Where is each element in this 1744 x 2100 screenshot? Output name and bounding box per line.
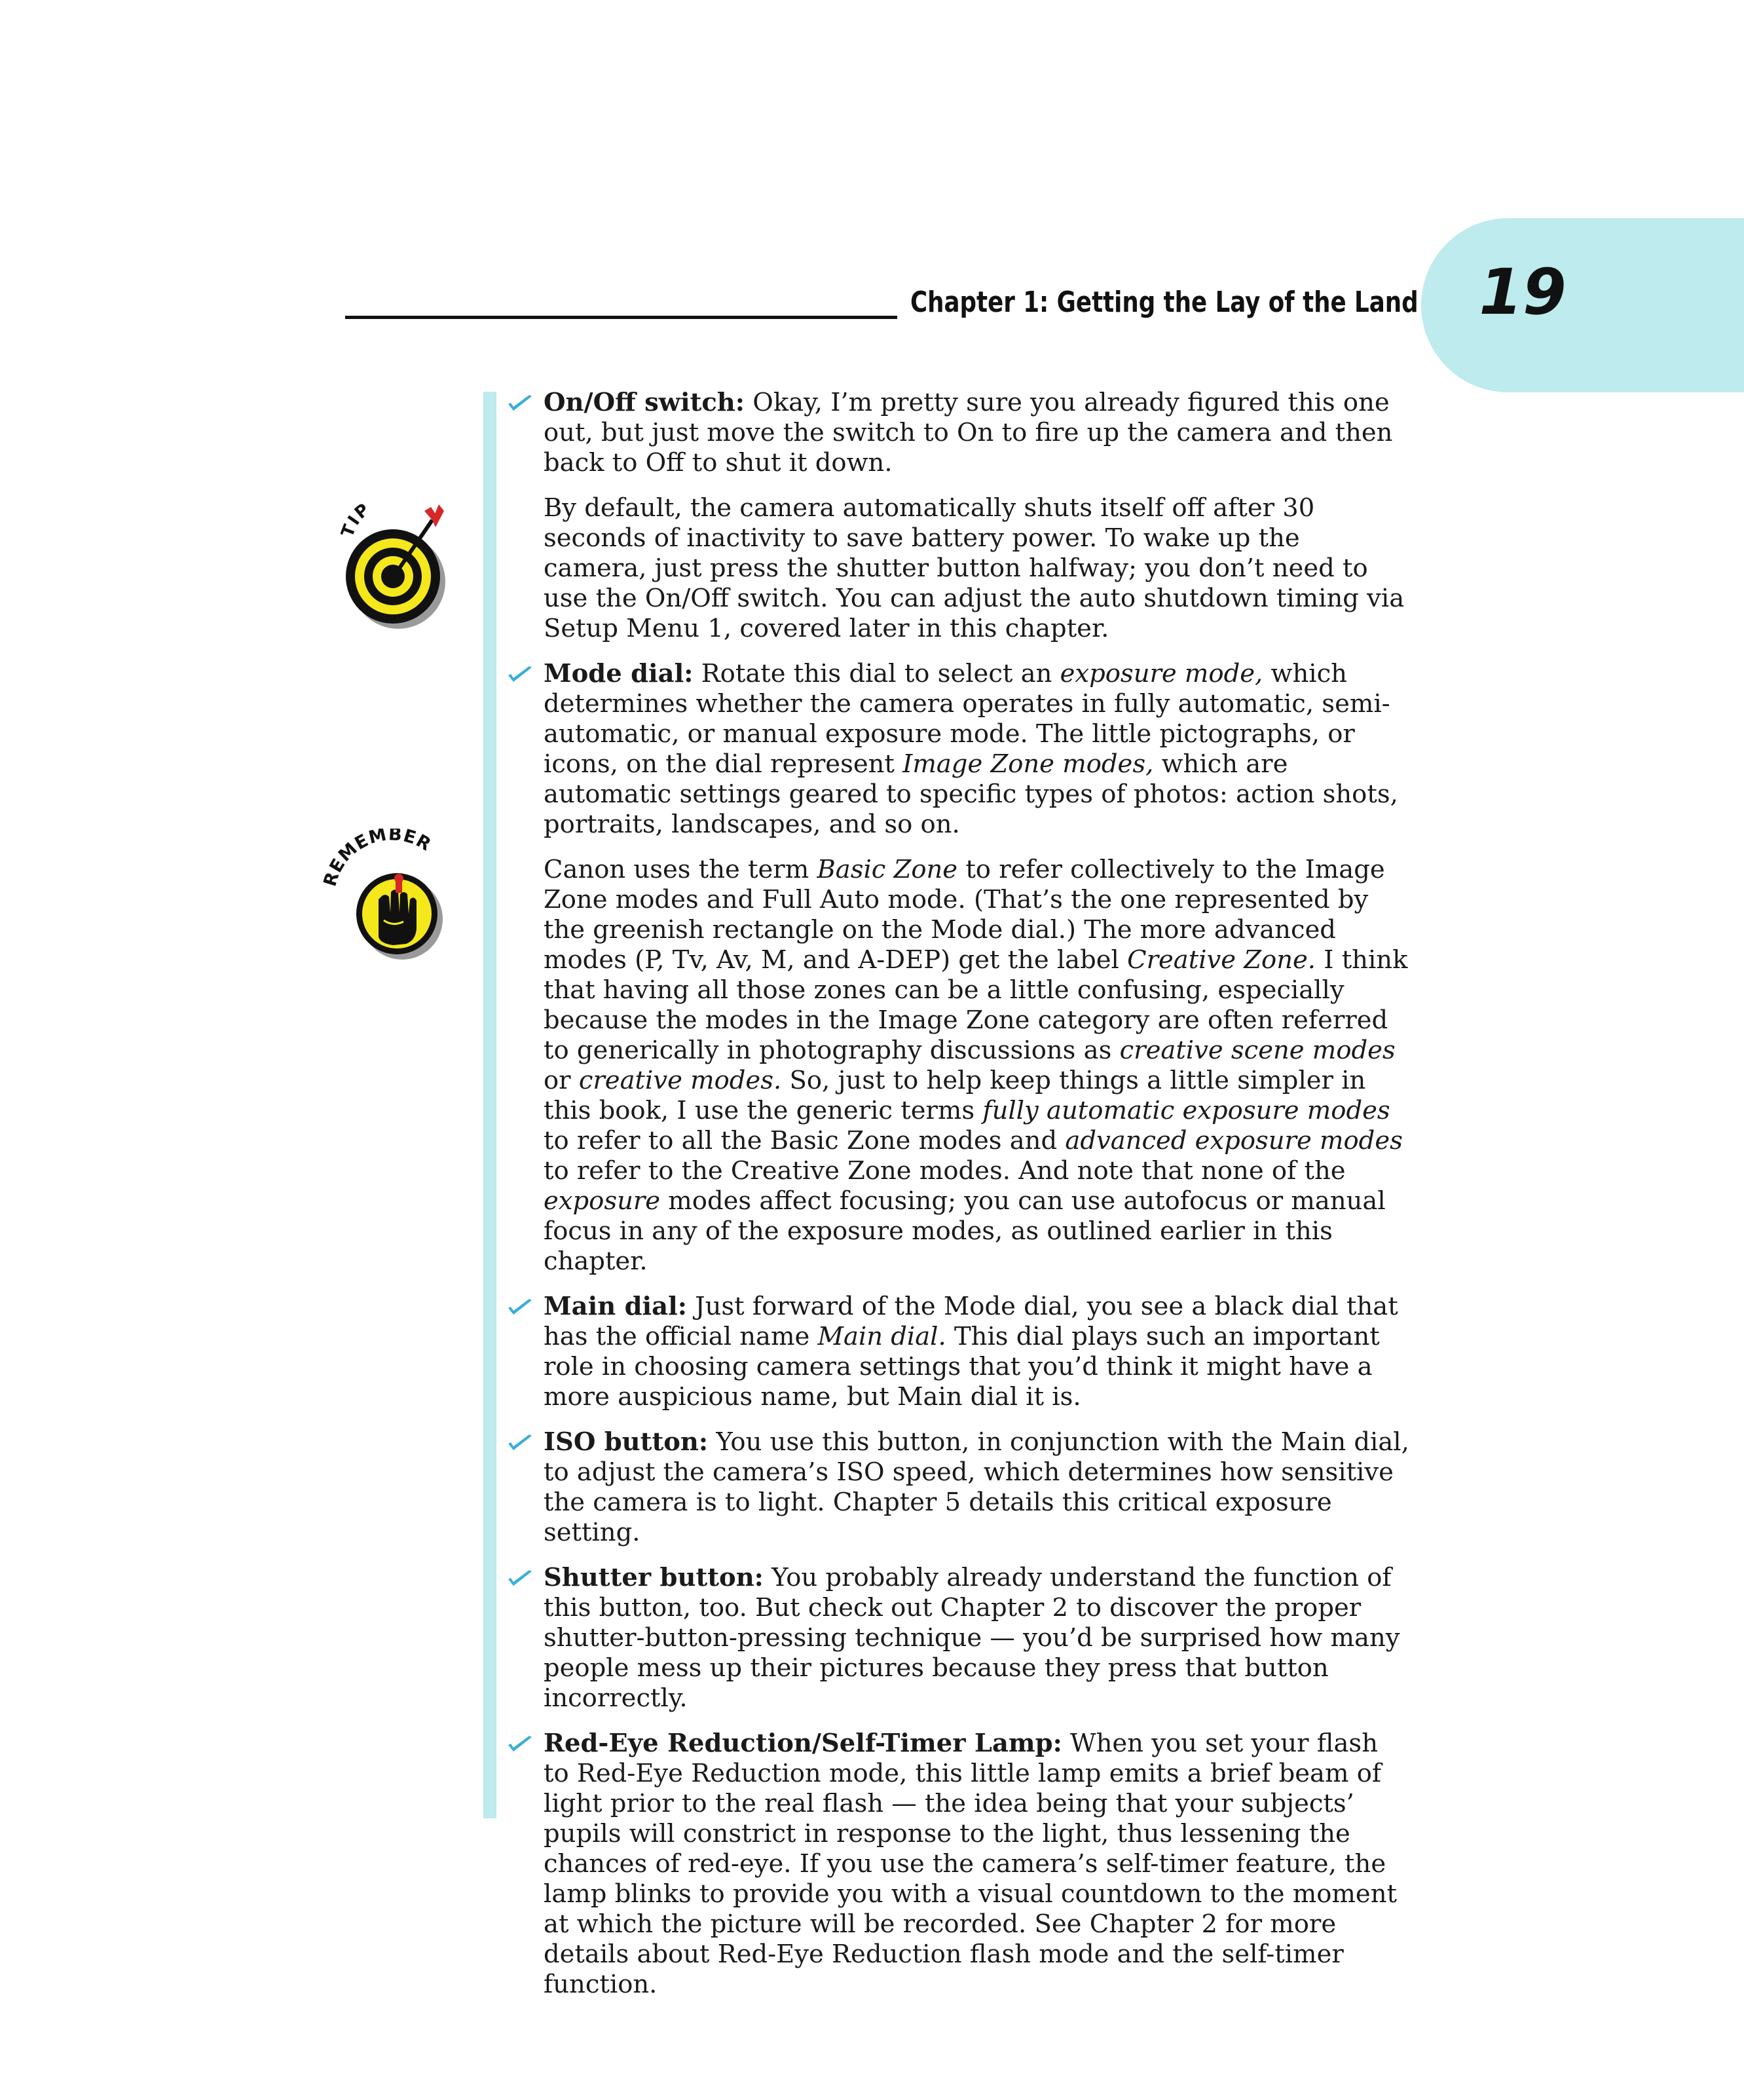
remember-label: REMEMBER [321, 829, 435, 889]
item-text: which determines whether the camera operates in fully automatic, semi-automatic, or manual exposure mode. The little pictographs, or icons, on the dial represent [544, 659, 1390, 779]
item-emphasis: exposure mode, [1060, 659, 1263, 688]
body-text [506, 388, 1409, 2015]
list-item [506, 1563, 1409, 1714]
item-text: Rotate this dial to select an [693, 659, 1060, 688]
item-label: On/Off switch: [544, 388, 745, 417]
remember-paragraph: Canon uses the term Basic Zone to refer collectively to the Image Zone modes and Full Auto mode. (That’s the one represented by the greenish rectangle on the Mode dial.) The more advanced modes (P, Tv, Av, M, and A-DEP) get the label Creative Zone. I think that having all those zones can be a little confusing, especially because the modes in the Image Zone category are often referred to generically in photography discussions as creative scene modes or creative modes. So, just to help keep things a little simpler in this book, I use the generic terms fully automatic exposure modes to refer to all the Basic Zone modes and advanced exposure modes to refer to the Creative Zone modes. And note that none of the exposure modes affect focusing; you can use autofocus or manual focus in any of the exposure modes, as outlined earlier in this chapter. [544, 855, 1408, 1276]
tip-paragraph: By default, the camera automatically shuts itself off after 30 seconds of inactivity to save battery power. To wake up the camera, just press the shutter button halfway; you don’t need to use the On/Off switch. You can adjust the auto shutdown timing via Setup Menu 1, covered later in this chapter. [544, 493, 1405, 643]
item-text: which are automatic settings geared to specific types of photos: action shots, portraits, landscapes, and so on. [544, 749, 1398, 839]
check-icon [507, 1569, 533, 1587]
tip-label: IP [344, 499, 375, 529]
page-number: 19 [1479, 255, 1567, 329]
item-label: ISO button: [544, 1427, 709, 1457]
check-icon [507, 1298, 533, 1316]
item-text: You use this button, in conjunction with the Main dial, to adjust the camera’s ISO speed, which determines how sensitive the camera is to light. Chapter 5 details this critical exposure setting. [544, 1427, 1409, 1547]
item-text: Just forward of the Mode dial, you see a black dial that has the official name [544, 1292, 1398, 1351]
item-text: You probably already understand the function of this button, too. But check out Chapter 2 to discover the proper shutter-button-pressing technique — you’d be surprised how many people mess up their pictures because they press that button incorrectly. [544, 1563, 1400, 1713]
item-label: Shutter button: [544, 1563, 764, 1592]
item-label: Red-Eye Reduction/Self-Timer Lamp: [544, 1729, 1062, 1758]
item-emphasis: Main dial. [817, 1322, 946, 1351]
list-item [506, 659, 1409, 840]
list-item [506, 1427, 1409, 1548]
item-text: Okay, I’m pretty sure you already figured this one out, but just move the switch to On to fire up the camera and then back to Off to shut it down. [544, 388, 1393, 478]
check-icon [507, 1433, 533, 1452]
check-icon [507, 665, 533, 683]
check-icon [507, 1734, 533, 1753]
header-rule [345, 316, 897, 319]
remember-icon [321, 829, 458, 963]
item-text: When you set your flash to Red-Eye Reduction mode, this little lamp emits a brief beam of light prior to the real flash — the idea being that your subjects’ pupils will constrict in response to the light, thus lessening the chances of red-eye. If you use the camera’s self-timer feature, the lamp blinks to provide you with a visual countdown to the moment at which the picture will be recorded. See Chapter 2 for more details about Red-Eye Reduction flash mode and the self-timer function. [544, 1729, 1397, 1999]
list-item [506, 1729, 1409, 2000]
sidebar-bar [483, 392, 496, 1818]
list-item [506, 388, 1409, 478]
item-label: Mode dial: [544, 659, 694, 688]
list-item [506, 1292, 1409, 1412]
tip-icon [341, 491, 452, 629]
svg-text:TIP [341, 499, 375, 540]
chapter-title: Chapter 1: Getting the Lay of the Land [910, 286, 1419, 319]
item-emphasis: Image Zone modes, [902, 749, 1154, 779]
item-label: Main dial: [544, 1292, 687, 1321]
check-icon [507, 394, 533, 412]
item-text: This dial plays such an important role in choosing camera settings that you’d think it might have a more auspicious name, but Main dial it is. [544, 1322, 1380, 1412]
